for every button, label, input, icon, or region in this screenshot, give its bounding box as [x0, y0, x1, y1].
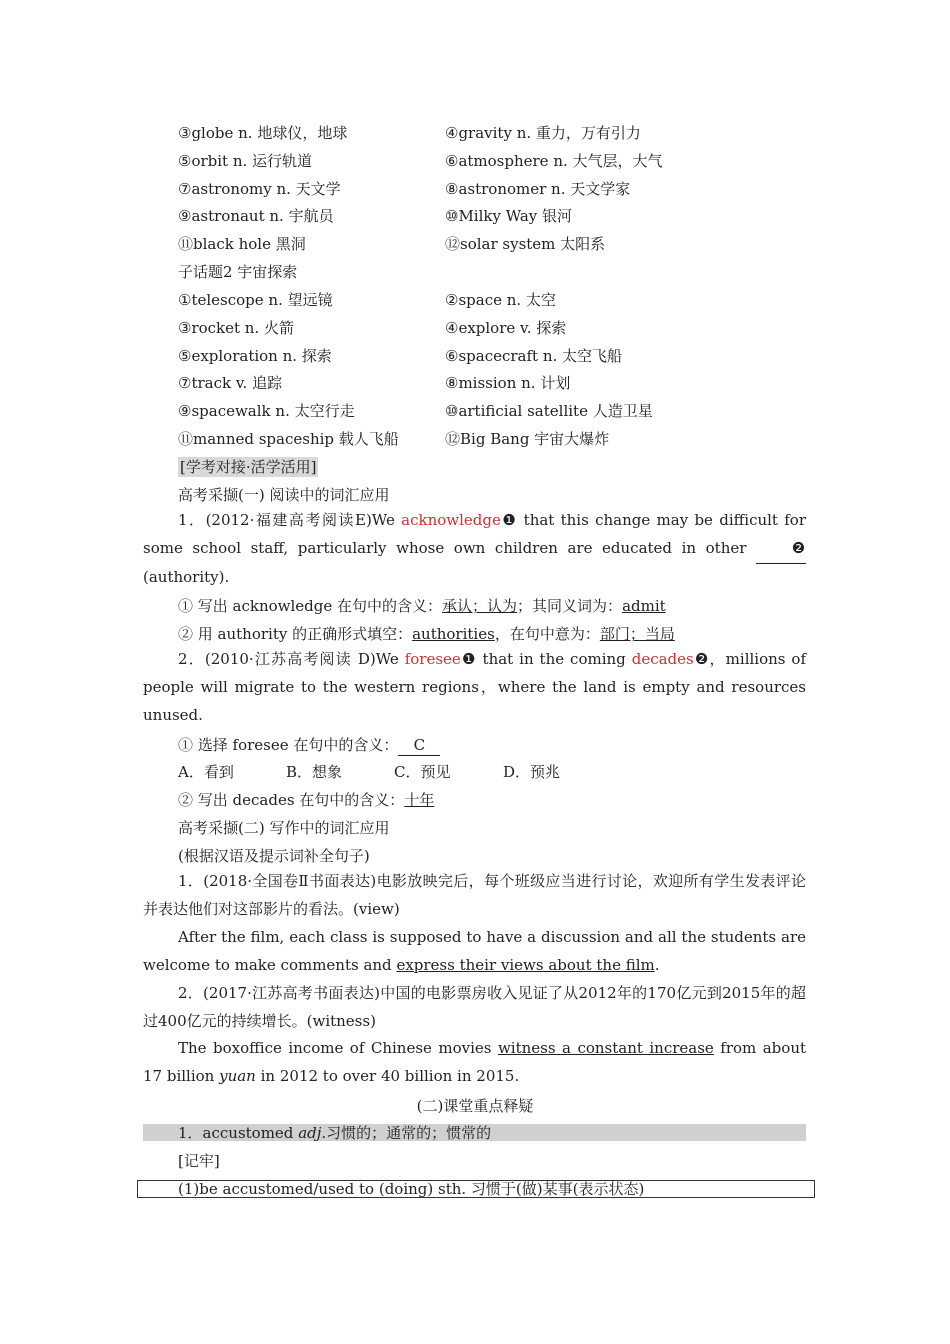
- option-d: D．预兆: [503, 763, 561, 781]
- vocab-item: ⑨spacewalk n. 太空行走: [178, 402, 355, 420]
- usage-text: (1)be accustomed/used to (doing) sth. 习惯于(做)某事(表示状态): [178, 1180, 645, 1198]
- q1-sub2: ② 用 authority 的正确形式填空：authorities，在句中意为：部门；当局: [178, 625, 675, 643]
- vocab-item: ①telescope n. 望远镜: [178, 291, 333, 309]
- writing-2-en: The boxoffice income of Chinese movies witness a constant increase from about 17 billion yuan in 2012 to over 40 billion in 2015.: [143, 1039, 807, 1085]
- answer: authorities: [412, 625, 495, 643]
- vocab-item: ⑦astronomy n. 天文学: [178, 180, 341, 198]
- vocab-item: ⑧astronomer n. 天文学家: [445, 180, 631, 198]
- vocab-item: ②space n. 太空: [445, 291, 556, 309]
- question-1: 1．(2012·福建高考阅读E)We acknowledge❶ that this change may be difficult for some school staff, particularly whose own children are educated in other ❷ (authority).: [143, 511, 806, 586]
- answer: C: [398, 735, 440, 756]
- q1-sub1: ① 写出 acknowledge 在句中的含义：承认；认为；其同义词为：admit: [178, 597, 666, 615]
- option-a: A．看到: [178, 763, 234, 781]
- vocab-item: ③globe n. 地球仪，地球: [178, 124, 348, 142]
- option-c: C．预见: [394, 763, 451, 781]
- vocab-item: ⑨astronaut n. 宇航员: [178, 207, 334, 225]
- vocab-item: ⑥spacecraft n. 太空飞船: [445, 347, 623, 365]
- vocab-item: ④gravity n. 重力，万有引力: [445, 124, 641, 142]
- vocab-item: ⑪black hole 黑洞: [178, 235, 306, 253]
- marker-2: ❷: [693, 650, 710, 668]
- answer: 承认；认为: [442, 597, 518, 615]
- writing-2-cn: 2．(2017·江苏高考书面表达)中国的电影票房收入见证了从2012年的170亿元到2015年的超过400亿元的持续增长。(witness): [143, 984, 806, 1030]
- writing-1-en: After the film, each class is supposed to have a discussion and all the students are welcome to make comments and express their views about the film.: [143, 928, 806, 974]
- writing-1-cn: 1．(2018·全国卷Ⅱ书面表达)电影放映完后，每个班级应当进行讨论，欢迎所有学生发表评论并表达他们对这部影片的看法。(view): [143, 872, 806, 918]
- section-2-title: (二)课堂重点释疑: [416, 1097, 534, 1115]
- reading-title: 高考采撷(一) 阅读中的词汇应用: [178, 486, 390, 504]
- marker-2: ❷: [791, 538, 806, 557]
- vocab-item: ③rocket n. 火箭: [178, 319, 295, 337]
- section-tag: [学考对接·活学活用]: [180, 458, 317, 476]
- answer: witness a constant increase: [497, 1039, 714, 1057]
- vocab-item: ⑧mission n. 计划: [445, 374, 571, 392]
- marker-1: ❶: [500, 511, 518, 529]
- option-b: B．想象: [286, 763, 343, 781]
- answer: 十年: [404, 791, 435, 809]
- vocab-item: ⑩artificial satellite 人造卫星: [445, 402, 653, 420]
- answer: admit: [622, 597, 666, 615]
- key-point-1: 1．accustomed adj.习惯的；通常的；惯常的: [178, 1124, 492, 1142]
- vocab-item: ④explore v. 探索: [445, 319, 567, 337]
- vocab-item: ⑫Big Bang 宇宙大爆炸: [445, 430, 610, 448]
- answer: 部门；当局: [599, 625, 675, 643]
- subtopic-heading: 子话题2 宇宙探索: [178, 263, 298, 281]
- answer: express their views about the film: [396, 955, 655, 974]
- writing-title: 高考采撷(二) 写作中的词汇应用: [178, 819, 390, 837]
- question-2: 2．(2010·江苏高考阅读 D)We foresee❶ that in the coming decades❷，millions of people will migrate to the western regions，where the land is empty and resources unused.: [143, 650, 807, 724]
- keyword-decades: decades: [631, 650, 694, 668]
- keyword-foresee: foresee: [404, 650, 461, 668]
- keyword-acknowledge: acknowledge: [401, 511, 501, 529]
- q2-sub2: ② 写出 decades 在句中的含义：十年: [178, 791, 435, 809]
- vocab-item: ⑫solar system 太阳系: [445, 235, 606, 253]
- vocab-item: ⑪manned spaceship 载人飞船: [178, 430, 399, 448]
- marker-1: ❶: [460, 650, 477, 668]
- answer-blank: [756, 535, 806, 564]
- q2-sub1: ① 选择 foresee 在句中的含义： C: [178, 735, 440, 756]
- vocab-item: ⑤orbit n. 运行轨道: [178, 152, 313, 170]
- vocab-item: ⑥atmosphere n. 大气层，大气: [445, 152, 663, 170]
- writing-note: (根据汉语及提示词补全句子): [178, 847, 370, 865]
- vocab-item: ⑦track v. 追踪: [178, 374, 283, 392]
- memo-label: [记牢]: [178, 1152, 220, 1170]
- vocab-item: ⑩Milky Way 银河: [445, 207, 573, 225]
- vocab-item: ⑤exploration n. 探索: [178, 347, 332, 365]
